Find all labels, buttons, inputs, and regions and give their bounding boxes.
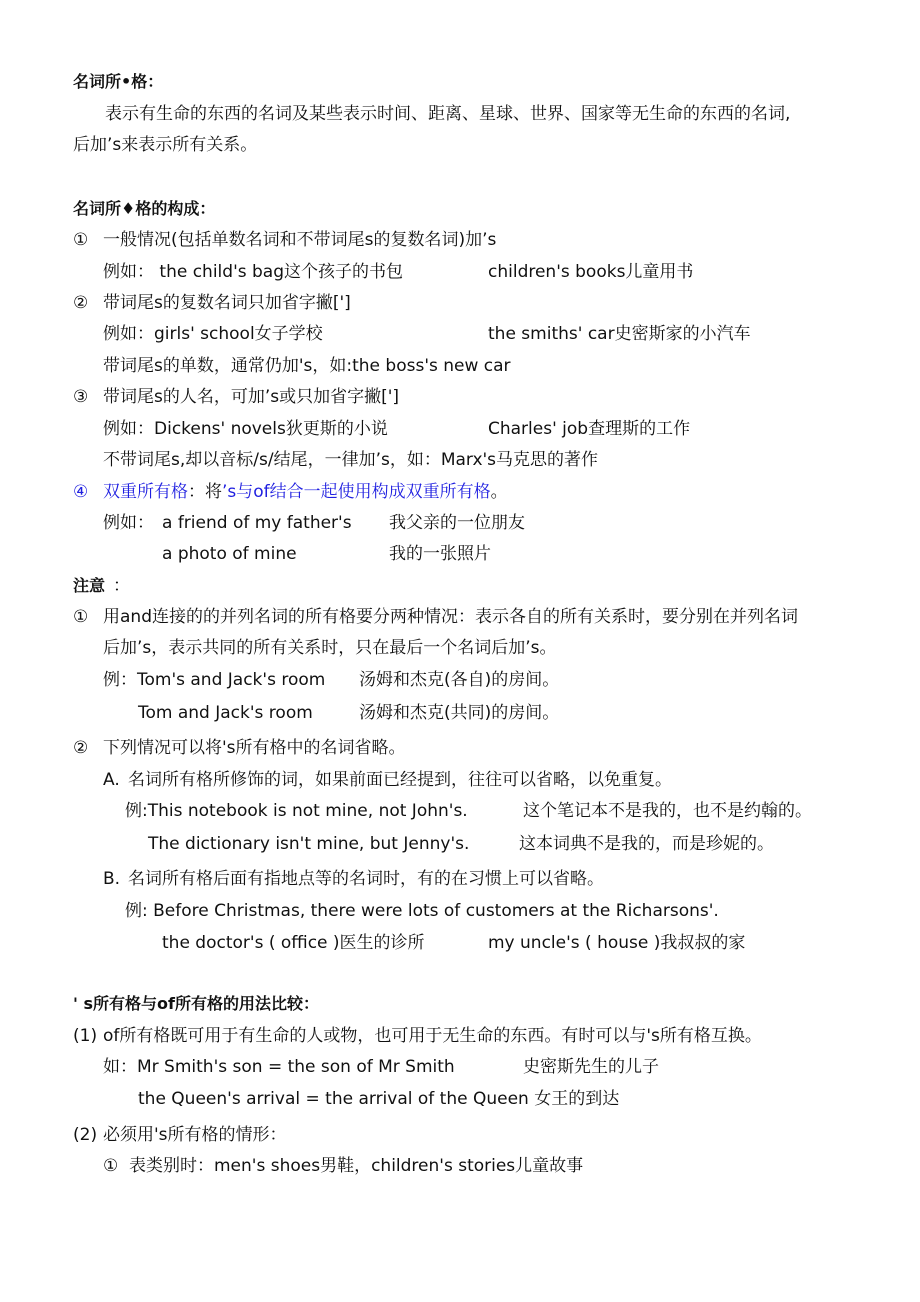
point-2-number: (2): [73, 1125, 98, 1145]
list-item-4-sep: ：将: [188, 482, 222, 502]
note-1-example-1a: 例：Tom's and Jack's room: [103, 670, 326, 690]
list-item-3-number: ③: [73, 387, 89, 407]
point-1-example-1b: 史密斯先生的儿子: [523, 1057, 659, 1077]
note-2a-example-2a: The dictionary isn't mine, but Jenny's.: [148, 834, 470, 854]
section-title-formation: 名词所♦格的构成：: [73, 199, 216, 218]
notes-heading: [73, 575, 130, 597]
note-2a-label: A.: [103, 770, 120, 790]
example-4-prefix: 例如：: [103, 513, 154, 533]
point-1-example-2: the Queen's arrival = the arrival of the Queen 女王的到达: [138, 1089, 620, 1109]
example-4-2-zh: 我的一张照片: [389, 544, 491, 564]
point-2-sub-1-text: 表类别时：men's shoes男鞋，children's stories儿童故事: [129, 1156, 584, 1176]
note-2a-example-1a: 例:This notebook is not mine, not John's.: [125, 801, 468, 821]
list-item-4-end: 。: [490, 482, 508, 502]
note-1-example-2a: Tom and Jack's room: [138, 703, 313, 723]
double-possessive-text: ’s与of结合一起使用构成双重所有格: [222, 482, 491, 502]
note-2: 带词尾s的单数，通常仍加's，如:the boss's new car: [103, 356, 511, 376]
example-4-1-zh: 我父亲的一位朋友: [389, 513, 525, 533]
list-item-3-text: 带词尾s的人名，可加’s或只加省字撇[']: [103, 387, 400, 407]
point-1-text: of所有格既可用于有生命的人或物，也可用于无生命的东西。有时可以与's所有格互换。: [103, 1026, 762, 1046]
note-2a-example-2b: 这本词典不是我的，而是珍妮的。: [519, 834, 774, 854]
note-2b-label: B.: [103, 869, 121, 889]
point-2-sub-1-number: ①: [103, 1156, 119, 1176]
double-possessive-label: 双重所有格: [103, 482, 188, 502]
list-item-4-number: ④: [73, 482, 89, 502]
note-3: 不带词尾s,却以音标/s/结尾，一律加’s，如：Marx's马克思的著作: [103, 450, 599, 470]
note-2b-example-1: 例: Before Christmas, there were lots of customers at the Richarsons'.: [125, 901, 719, 921]
example-2b: the smiths' car史密斯家的小汽车: [488, 324, 751, 344]
note-2-text: 下列情况可以将's所有格中的名词省略。: [103, 738, 406, 758]
note-2b-example-2a: the doctor's ( office )医生的诊所: [162, 933, 425, 953]
notes-colon: ：: [113, 576, 131, 596]
list-item-2-number: ②: [73, 293, 89, 313]
note-1-number: ①: [73, 607, 89, 627]
note-1-line-2: 后加’s，表示共同的所有关系时，只在最后一个名词后加’s。: [103, 638, 557, 658]
example-4-1-en: a friend of my father's: [162, 513, 352, 533]
definition-line-1: 表示有生命的东西的名词及某些表示时间、距离、星球、世界、国家等无生命的东西的名词,: [105, 104, 791, 124]
point-1-number: (1): [73, 1026, 98, 1046]
list-item-2-text: 带词尾s的复数名词只加省字撇[']: [103, 293, 351, 313]
note-2b-text: 名词所有格后面有指地点等的名词时，有的在习惯上可以省略。: [128, 869, 604, 889]
example-4-2-en: a photo of mine: [162, 544, 297, 564]
note-2b-example-2b: my uncle's ( house )我叔叔的家: [488, 933, 746, 953]
section-title-notes: 注意: [73, 576, 106, 595]
example-2a: 例如：girls' school女子学校: [103, 324, 323, 344]
note-1-example-2b: 汤姆和杰克(共同)的房间。: [359, 703, 560, 723]
list-item-4-line: [103, 481, 508, 503]
note-1-example-1b: 汤姆和杰克(各自)的房间。: [359, 670, 560, 690]
example-1a: 例如： the child's bag这个孩子的书包: [103, 262, 403, 282]
definition-line-2: 后加’s来表示所有关系。: [73, 135, 258, 155]
point-2-text: 必须用's所有格的情形：: [103, 1125, 287, 1145]
note-2-number: ②: [73, 738, 89, 758]
list-item-1-text: 一般情况(包括单数名词和不带词尾s的复数名词)加’s: [103, 230, 497, 250]
section-title-possessive: 名词所•格：: [73, 72, 164, 91]
point-1-example-1a: 如：Mr Smith's son = the son of Mr Smith: [103, 1057, 455, 1077]
example-1b: children's books儿童用书: [488, 262, 694, 282]
note-2a-example-1b: 这个笔记本不是我的，也不是约翰的。: [523, 801, 812, 821]
example-3a: 例如：Dickens' novels狄更斯的小说: [103, 419, 388, 439]
note-1-line-1: 用and连接的的并列名词的所有格要分两种情况：表示各自的所有关系时，要分别在并列名词: [103, 607, 798, 627]
list-item-1-number: ①: [73, 230, 89, 250]
example-3b: Charles' job查理斯的工作: [488, 419, 691, 439]
section-title-comparison: ' s所有格与of所有格的用法比较：: [73, 994, 319, 1013]
note-2a-text: 名词所有格所修饰的词，如果前面已经提到，往往可以省略，以免重复。: [128, 770, 672, 790]
